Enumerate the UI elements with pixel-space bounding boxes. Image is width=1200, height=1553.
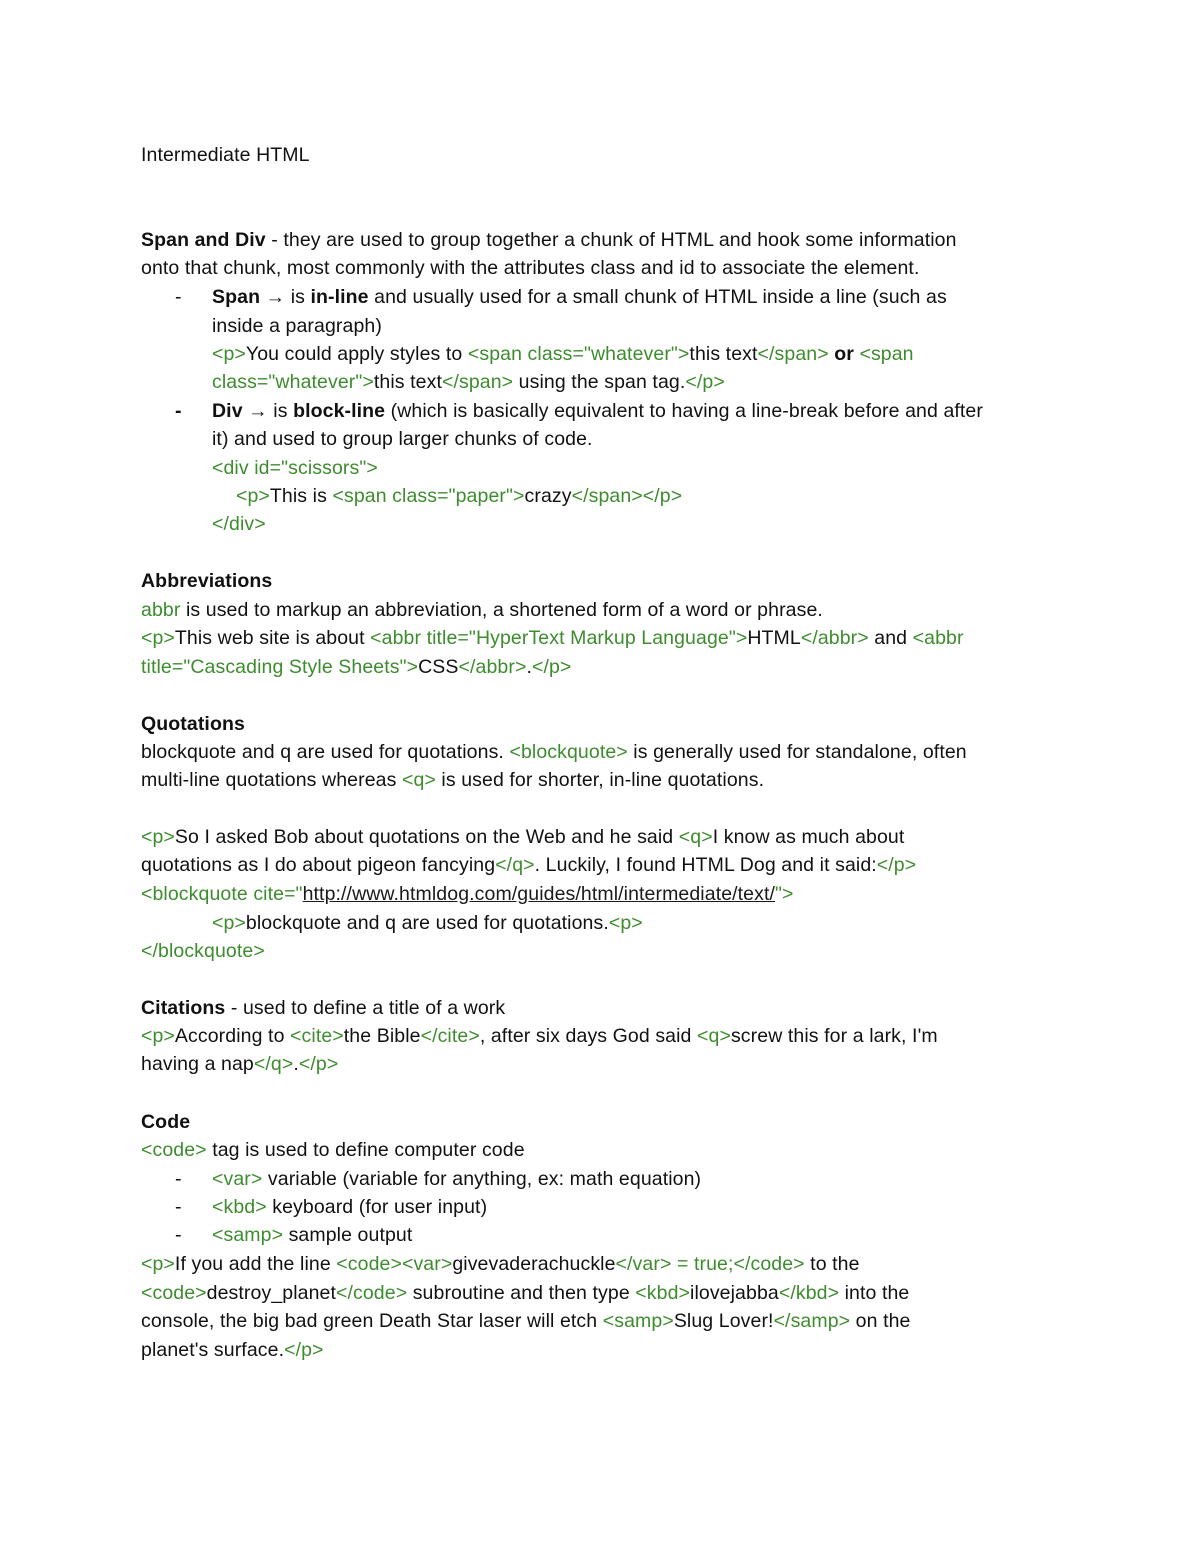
bullet-dash: -: [175, 400, 182, 422]
quotations-example-line-4: [212, 909, 643, 937]
text-run: <code>: [141, 1282, 207, 1304]
bullet-dash: -: [175, 1196, 182, 1218]
text-run: HTML: [747, 627, 801, 649]
citations-example-line-2: [141, 1050, 338, 1078]
text-run: having a nap: [141, 1053, 254, 1075]
text-run: planet's surface.: [141, 1339, 285, 1361]
text-run: ilovejabba: [690, 1282, 779, 1304]
text-run: </p>: [531, 656, 572, 678]
text-run: <p>: [212, 912, 246, 934]
text-run: multi-line quotations whereas: [141, 769, 402, 791]
text-run: this text: [689, 343, 758, 365]
text-run: </p>: [284, 1339, 324, 1361]
abbreviations-desc: [141, 596, 823, 624]
text-run: , after six days God said: [479, 1025, 698, 1047]
text-run: <p>: [212, 343, 246, 365]
text-run: destroy_planet: [206, 1282, 336, 1304]
div-code-line-2: [236, 482, 682, 510]
text-run: class="whatever">: [212, 371, 374, 393]
code-example-line-3: [141, 1307, 910, 1335]
quotations-example-line-1: [141, 823, 904, 851]
text-run: </samp>: [773, 1310, 851, 1332]
span-label: Span: [212, 286, 261, 308]
text-run: - used to define a title of a work: [225, 997, 506, 1019]
text-run: is used for shorter, in-line quotations.: [435, 769, 765, 791]
text-run: So I asked Bob about quotations on the Web and he said: [174, 826, 679, 848]
quotations-desc-line-2: [141, 766, 764, 794]
citations-heading-line: [141, 994, 505, 1022]
quotations-desc-line-1: [141, 738, 967, 766]
text-run: abbr: [141, 599, 181, 621]
code-example-line-1: [141, 1250, 860, 1278]
span-example-line-1: [212, 340, 914, 368]
quotations-example-line-5: </blockquote>: [141, 940, 265, 962]
span-div-heading: Span and Div: [141, 229, 266, 251]
text-run: <code><var>: [336, 1253, 453, 1275]
text-run: CSS: [418, 656, 459, 678]
citations-heading: Citations: [141, 997, 226, 1019]
text-run: </span>: [757, 343, 829, 365]
text-run: If you add the line: [174, 1253, 337, 1275]
div-code-line-3: </div>: [212, 513, 266, 535]
text-run: or: [828, 343, 860, 365]
text-run: </cite>: [420, 1025, 480, 1047]
code-item-kbd: [212, 1193, 487, 1221]
text-run: <p>: [141, 1253, 175, 1275]
div-item-line-1: [212, 397, 983, 425]
text-run: According to: [174, 1025, 291, 1047]
citations-example-line-1: [141, 1022, 938, 1050]
text-run: title="Cascading Style Sheets">: [141, 656, 419, 678]
text-run: and: [868, 627, 913, 649]
code-item-var: [212, 1165, 701, 1193]
text-run: <blockquote>: [509, 741, 628, 763]
text-run: <samp>: [212, 1224, 284, 1246]
text-run: givevaderachuckle: [452, 1253, 616, 1275]
text-run: <span: [859, 343, 914, 365]
quotations-heading: Quotations: [141, 713, 245, 735]
text-run: → is: [260, 286, 311, 308]
abbreviations-example-line-2: [141, 653, 571, 681]
text-run: console, the big bad green Death Star laser will etch: [141, 1310, 603, 1332]
text-run: <p>: [141, 826, 175, 848]
text-run: <var>: [212, 1168, 263, 1190]
text-run: this text: [373, 371, 442, 393]
text-run: . Luckily, I found HTML Dog and it said:: [534, 854, 877, 876]
text-run: sample output: [283, 1224, 413, 1246]
text-run: <abbr: [912, 627, 964, 649]
text-run: in-line: [310, 286, 369, 308]
text-run: (which is basically equivalent to having a line-break before and after: [385, 400, 983, 422]
text-run: <samp>: [602, 1310, 674, 1332]
text-run: <p>: [141, 627, 175, 649]
text-run: Slug Lover!: [673, 1310, 774, 1332]
text-run: <kbd>: [635, 1282, 691, 1304]
text-run: <span class="paper">: [332, 485, 525, 507]
text-run: </abbr>: [800, 627, 869, 649]
span-item-line-1: [212, 283, 947, 311]
code-desc: [141, 1136, 525, 1164]
span-example-line-2: [212, 368, 725, 396]
text-run: <q>: [401, 769, 436, 791]
text-run: </code>: [336, 1282, 408, 1304]
text-run: <p>: [608, 912, 643, 934]
text-run: <q>: [697, 1025, 731, 1047]
quotations-example-line-2: [141, 851, 916, 879]
text-run: </p>: [876, 854, 917, 876]
text-run: variable (variable for anything, ex: math equation): [262, 1168, 702, 1190]
abbreviations-example-line-1: [141, 624, 964, 652]
document-title: Intermediate HTML: [141, 144, 310, 166]
text-run: into the: [839, 1282, 910, 1304]
text-run: </q>: [253, 1053, 294, 1075]
text-run: I know as much about: [712, 826, 905, 848]
text-run: </var> = true;</code>: [615, 1253, 805, 1275]
text-run: tag is used to define computer code: [206, 1139, 525, 1161]
code-example-line-4: [141, 1336, 324, 1364]
text-run: subroutine and then type: [407, 1282, 636, 1304]
text-run: <blockquote cite=": [141, 883, 303, 905]
text-run: <abbr title="HyperText Markup Language">: [370, 627, 748, 649]
quotations-example-line-3: [141, 880, 794, 908]
text-run: quotations as I do about pigeon fancying: [141, 854, 496, 876]
text-run: This web site is about: [174, 627, 371, 649]
code-example-line-2: [141, 1279, 909, 1307]
div-item-line-2: it) and used to group larger chunks of code.: [212, 428, 593, 450]
text-run: and usually used for a small chunk of HTML inside a line (such as: [368, 286, 947, 308]
span-div-intro-line-2: onto that chunk, most commonly with the attributes class and id to associate the element.: [141, 257, 920, 279]
text-run: <kbd>: [212, 1196, 267, 1218]
text-run: using the span tag.: [513, 371, 686, 393]
text-run: </abbr>: [458, 656, 527, 678]
text-run: .: [526, 656, 532, 678]
text-run: </q>: [495, 854, 535, 876]
text-run: crazy: [524, 485, 572, 507]
text-run: </span></p>: [571, 485, 683, 507]
text-run: on the: [850, 1310, 911, 1332]
htmldog-link[interactable]: http://www.htmldog.com/guides/html/intermediate/text/: [302, 883, 776, 905]
text-run: <cite>: [290, 1025, 344, 1047]
text-run: This is: [269, 485, 333, 507]
abbreviations-heading: Abbreviations: [141, 570, 273, 592]
text-run: blockquote and q are used for quotations.: [141, 741, 510, 763]
text-run: - they are used to group together a chunk of HTML and hook some information: [265, 229, 957, 251]
text-run: <p>: [236, 485, 270, 507]
text-run: .: [293, 1053, 299, 1075]
div-code-line-1: <div id="scissors">: [212, 457, 378, 479]
bullet-dash: -: [175, 1224, 182, 1246]
text-run: </p>: [685, 371, 725, 393]
span-div-intro-line-1: [141, 226, 957, 254]
span-item-line-2: inside a paragraph): [212, 315, 382, 337]
bullet-dash: -: [175, 1168, 182, 1190]
text-run: → is: [242, 400, 294, 422]
text-run: is used to markup an abbreviation, a shortened form of a word or phrase.: [180, 599, 823, 621]
text-run: You could apply styles to: [245, 343, 468, 365]
code-item-samp: [212, 1221, 412, 1249]
text-run: is generally used for standalone, often: [627, 741, 967, 763]
text-run: <code>: [141, 1139, 207, 1161]
text-run: </span>: [441, 371, 514, 393]
text-run: ">: [775, 883, 794, 905]
text-run: screw this for a lark, I'm: [730, 1025, 938, 1047]
text-run: keyboard (for user input): [266, 1196, 488, 1218]
text-run: </kbd>: [778, 1282, 840, 1304]
text-run: block-line: [293, 400, 386, 422]
text-run: <span class="whatever">: [467, 343, 690, 365]
text-run: the Bible: [343, 1025, 421, 1047]
bullet-dash: -: [175, 286, 182, 308]
text-run: </p>: [298, 1053, 339, 1075]
text-run: <q>: [678, 826, 713, 848]
code-heading: Code: [141, 1111, 191, 1133]
text-run: <p>: [141, 1025, 175, 1047]
text-run: blockquote and q are used for quotations.: [245, 912, 609, 934]
div-label: Div: [212, 400, 243, 422]
text-run: to the: [804, 1253, 860, 1275]
